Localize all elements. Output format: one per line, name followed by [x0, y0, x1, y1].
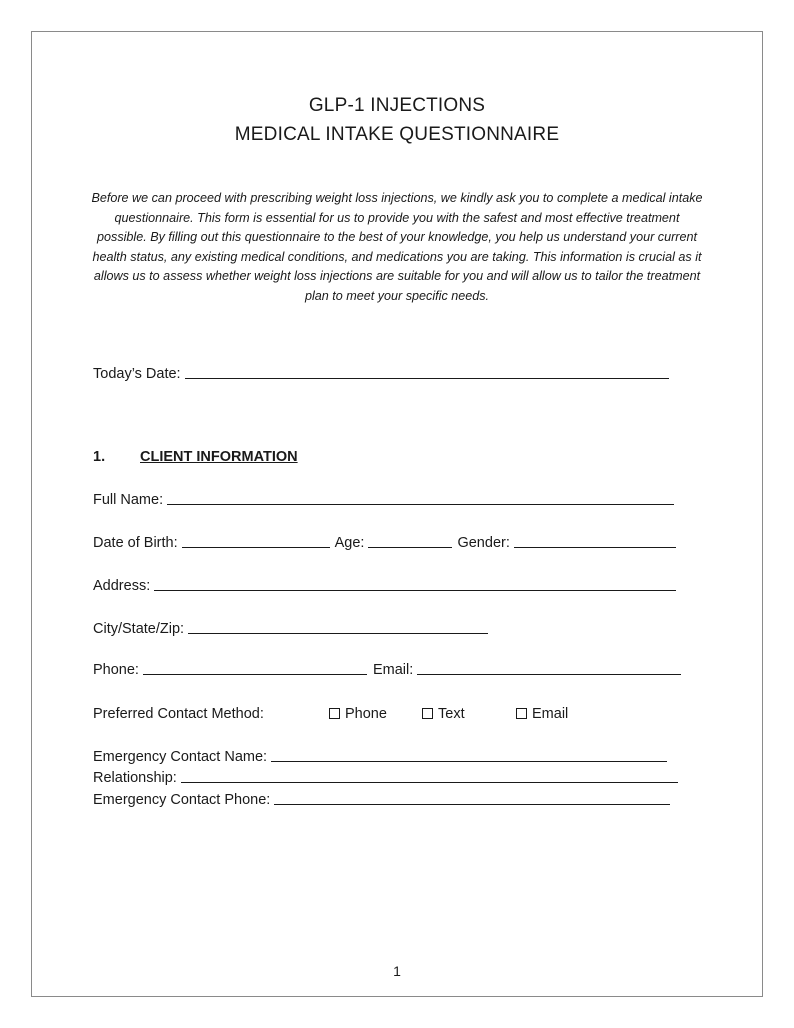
emergency-phone-label: Emergency Contact Phone: — [93, 792, 271, 808]
phone-label: Phone: — [93, 662, 139, 678]
phone-email-row — [93, 662, 681, 678]
full-name-label: Full Name: — [93, 492, 164, 508]
full-name-row — [93, 492, 674, 508]
full-name-field[interactable] — [167, 503, 674, 505]
todays-date-row — [93, 366, 669, 382]
intro-paragraph: Before we can proceed with prescribing weight loss injections, we kindly ask you to complete a medical intake questionnaire. This form is essential for us to provide you with the safest and most effective treatment possible. By filling out this questionnaire to the best of your knowledge, you help us understand your current health status, any existing medical conditions, and medications you are taking. This information is crucial as it allows us to assess whether weight loss injections are suitable for you and will allow us to tailor the treatment plan to meet your specific needs. — [91, 191, 703, 303]
relationship-row — [93, 770, 678, 786]
dob-label: Date of Birth: — [93, 535, 178, 551]
gender-label: Gender: — [457, 535, 510, 551]
page-border — [31, 31, 763, 997]
emergency-name-field[interactable] — [271, 760, 667, 762]
gender-field[interactable] — [514, 546, 676, 548]
email-field[interactable] — [417, 673, 681, 675]
address-row — [93, 578, 676, 594]
dob-age-gender-row — [93, 535, 676, 551]
section-title: CLIENT INFORMATION — [140, 449, 298, 465]
todays-date-label: Today’s Date: — [93, 366, 181, 382]
city-state-zip-field[interactable] — [188, 632, 488, 634]
section-number: 1. — [93, 449, 106, 465]
age-field[interactable] — [368, 546, 452, 548]
checkbox-icon[interactable] — [516, 708, 527, 719]
age-label: Age: — [334, 535, 365, 551]
emergency-name-row — [93, 749, 667, 765]
email-label: Email: — [372, 662, 414, 678]
emergency-name-label: Emergency Contact Name: — [93, 749, 268, 765]
address-field[interactable] — [154, 589, 676, 591]
preferred-contact-row — [93, 706, 568, 722]
phone-field[interactable] — [143, 673, 367, 675]
dob-field[interactable] — [182, 546, 330, 548]
contact-option-phone[interactable] — [329, 706, 422, 722]
contact-option-email[interactable] — [516, 706, 568, 722]
checkbox-icon[interactable] — [422, 708, 433, 719]
contact-option-label: Email — [532, 706, 569, 722]
relationship-field[interactable] — [181, 781, 678, 783]
address-label: Address: — [93, 578, 151, 594]
page-number: 1 — [393, 963, 401, 979]
contact-option-text[interactable] — [422, 706, 516, 722]
section-client-information — [93, 449, 298, 465]
checkbox-icon[interactable] — [329, 708, 340, 719]
relationship-label: Relationship: — [93, 770, 177, 786]
form-title-line2: MEDICAL INTAKE QUESTIONNAIRE — [234, 124, 560, 145]
emergency-phone-field[interactable] — [274, 803, 670, 805]
city-state-zip-label: City/State/Zip: — [93, 621, 185, 637]
todays-date-field[interactable] — [185, 377, 669, 379]
contact-option-label: Text — [438, 706, 465, 722]
contact-option-label: Phone — [345, 706, 387, 722]
form-title-line1: GLP-1 INJECTIONS — [308, 95, 486, 116]
preferred-contact-label: Preferred Contact Method: — [93, 706, 264, 722]
emergency-phone-row — [93, 792, 670, 808]
city-state-zip-row — [93, 621, 488, 637]
